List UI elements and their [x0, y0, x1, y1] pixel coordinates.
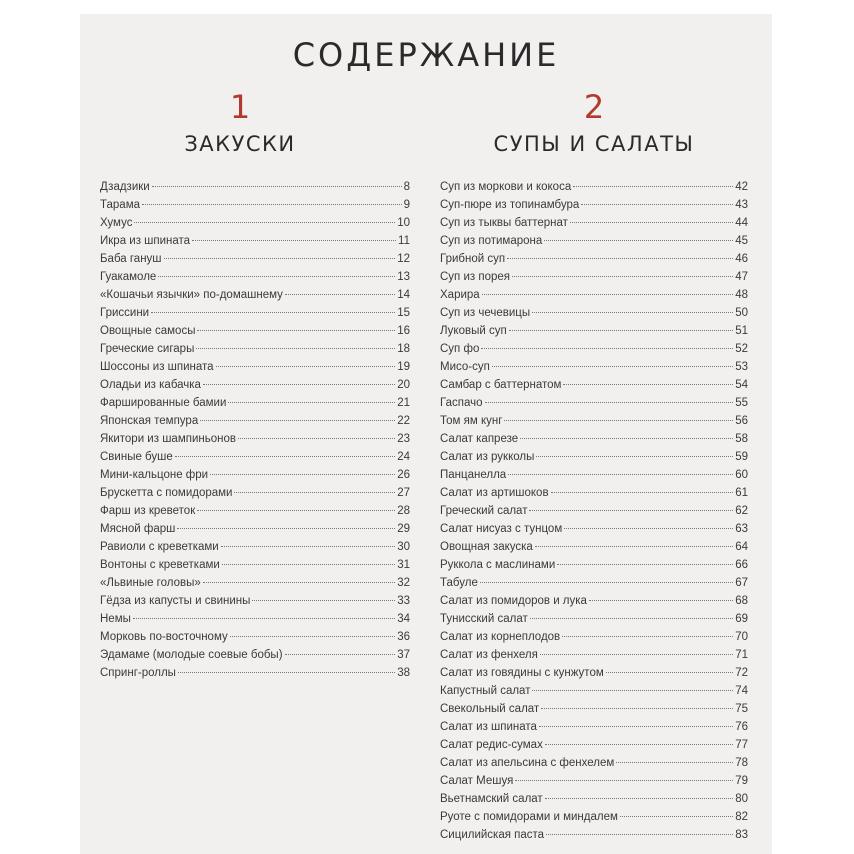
toc-entry-name: Суп из порея: [440, 271, 511, 283]
dot-leader: [507, 258, 733, 259]
toc-entry-name: Оладьи из кабачка: [100, 379, 201, 391]
toc-entry-name: «Львиные головы»: [100, 577, 201, 589]
dot-leader: [573, 186, 733, 187]
toc-entry: [440, 502, 748, 520]
toc-entry: [440, 808, 748, 826]
toc-entry-page: 9: [403, 199, 410, 211]
dot-leader: [546, 834, 733, 835]
toc-entry-name: Тарама: [100, 199, 140, 211]
dot-leader: [151, 312, 395, 313]
toc-entry-name: Табуле: [440, 577, 478, 589]
toc-entry-page: 56: [735, 415, 748, 427]
toc-entry-page: 32: [397, 577, 410, 589]
toc-entry: [100, 466, 410, 484]
toc-entry-name: Харира: [440, 289, 480, 301]
dot-leader: [504, 420, 733, 421]
toc-entry-page: 22: [397, 415, 410, 427]
toc-entry-name: Салат редис-сумах: [440, 739, 543, 751]
dot-leader: [200, 420, 395, 421]
toc-entry: [440, 520, 748, 538]
toc-entry-page: 74: [735, 685, 748, 697]
toc-entry-name: Дзадзики: [100, 181, 150, 193]
toc-entry-page: 11: [398, 235, 410, 247]
dot-leader: [541, 708, 733, 709]
toc-entry-name: Хумус: [100, 217, 133, 229]
toc-entry-name: Тунисский салат: [440, 613, 528, 625]
toc-entry-page: 12: [397, 253, 410, 265]
toc-entry: [100, 178, 410, 196]
toc-entry-page: 64: [735, 541, 748, 553]
toc-entry: [100, 556, 410, 574]
dot-leader: [178, 672, 395, 673]
toc-entry-name: Вьетнамский салат: [440, 793, 543, 805]
toc-entry: [440, 322, 748, 340]
toc-entry: [440, 304, 748, 322]
toc-entry-name: Фарш из креветок: [100, 505, 196, 517]
toc-entry-page: 24: [397, 451, 410, 463]
toc-entry-page: 80: [735, 793, 748, 805]
toc-entry-name: Эдамаме (молодые соевые бобы): [100, 649, 283, 661]
toc-entry-page: 23: [397, 433, 410, 445]
toc-entry: [440, 754, 748, 772]
toc-entry-name: Самбар с баттернатом: [440, 379, 562, 391]
toc-entry-name: Том ям кунг: [440, 415, 503, 427]
toc-entry: [440, 430, 748, 448]
toc-entry: [440, 826, 748, 844]
toc-entry-name: Морковь по-восточному: [100, 631, 228, 643]
toc-entry-page: 26: [397, 469, 410, 481]
toc-entry-page: 45: [735, 235, 748, 247]
dot-leader: [238, 438, 395, 439]
dot-leader: [164, 258, 396, 259]
toc-entry: [440, 178, 748, 196]
toc-entry: [440, 574, 748, 592]
dot-leader: [557, 564, 733, 565]
toc-entry-page: 46: [735, 253, 748, 265]
toc-entry-page: 30: [397, 541, 410, 553]
toc-entry: [100, 502, 410, 520]
toc-entry-name: Шоссоны из шпината: [100, 361, 214, 373]
dot-leader: [551, 492, 734, 493]
toc-entry-page: 51: [735, 325, 748, 337]
dot-leader: [616, 762, 733, 763]
book-page: [80, 14, 772, 854]
dot-leader: [175, 456, 395, 457]
toc-entry-name: Мисо-суп: [440, 361, 490, 373]
toc-entry-name: Гуакамоле: [100, 271, 157, 283]
dot-leader: [210, 474, 395, 475]
page-title: СОДЕРЖАНИЕ: [292, 36, 560, 74]
toc-entry-name: Мясной фарш: [100, 523, 176, 535]
dot-leader: [228, 402, 395, 403]
dot-leader: [581, 204, 733, 205]
dot-leader: [535, 546, 733, 547]
toc-entry: [440, 376, 748, 394]
toc-entry-page: 68: [735, 595, 748, 607]
toc-entry: [440, 682, 748, 700]
toc-entry: [440, 394, 748, 412]
toc-entry-page: 15: [397, 307, 410, 319]
toc-list: [440, 178, 748, 844]
toc-entry-page: 20: [397, 379, 410, 391]
toc-entry: [440, 484, 748, 502]
toc-entry: [440, 466, 748, 484]
toc-entry-page: 8: [403, 181, 410, 193]
toc-entry-page: 21: [397, 397, 410, 409]
toc-entry: [440, 268, 748, 286]
toc-entry-name: Салат из корнеплодов: [440, 631, 561, 643]
toc-entry-name: Вонтоны с креветками: [100, 559, 220, 571]
toc-entry-name: Салат из говядины с кунжутом: [440, 667, 604, 679]
toc-entry-name: Салат капрезе: [440, 433, 519, 445]
toc-entry-name: Овощные самосы: [100, 325, 196, 337]
toc-entry: [100, 250, 410, 268]
toc-entry-page: 59: [735, 451, 748, 463]
toc-entry-name: Спринг-роллы: [100, 667, 176, 679]
toc-entry-name: Свекольный салат: [440, 703, 540, 715]
toc-entry: [440, 646, 748, 664]
toc-entry: [440, 790, 748, 808]
toc-entry-name: Греческий салат: [440, 505, 528, 517]
dot-leader: [158, 276, 395, 277]
toc-entry: [440, 772, 748, 790]
dot-leader: [152, 186, 402, 187]
toc-entry-name: Грибной суп: [440, 253, 506, 265]
toc-entry-page: 10: [397, 217, 410, 229]
toc-entry-name: Фаршированные бамии: [100, 397, 227, 409]
dot-leader: [197, 510, 395, 511]
toc-entry-name: Баба гануш: [100, 253, 162, 265]
toc-entry-page: 75: [735, 703, 748, 715]
toc-entry: [100, 610, 410, 628]
dot-leader: [530, 618, 733, 619]
dot-leader: [545, 744, 733, 745]
toc-entry: [100, 592, 410, 610]
toc-entry: [100, 394, 410, 412]
dot-leader: [285, 294, 395, 295]
toc-entry-page: 76: [735, 721, 748, 733]
toc-entry: [440, 610, 748, 628]
toc-entry: [440, 592, 748, 610]
section-number: 1: [229, 88, 251, 126]
toc-entry: [100, 628, 410, 646]
dot-leader: [606, 672, 733, 673]
toc-entry-page: 77: [735, 739, 748, 751]
toc-entry: [440, 628, 748, 646]
toc-entry-page: 71: [735, 649, 748, 661]
toc-entry: [100, 304, 410, 322]
toc-entry: [440, 250, 748, 268]
toc-entry-page: 42: [735, 181, 748, 193]
section-title: СУПЫ И САЛАТЫ: [493, 132, 695, 156]
toc-entry: [100, 322, 410, 340]
toc-entry: [440, 196, 748, 214]
dot-leader: [203, 384, 395, 385]
toc-entry-page: 34: [397, 613, 410, 625]
section-number: 2: [583, 88, 605, 126]
toc-entry-name: Салат из помидоров и лука: [440, 595, 587, 607]
toc-entry-name: Салат из фенхеля: [440, 649, 538, 661]
toc-entry-page: 38: [397, 667, 410, 679]
toc-entry-page: 13: [397, 271, 410, 283]
toc-entry-page: 29: [397, 523, 410, 535]
toc-entry: [440, 538, 748, 556]
dot-leader: [529, 510, 733, 511]
toc-entry: [100, 448, 410, 466]
toc-entry-name: Японская темпура: [100, 415, 199, 427]
section-title: ЗАКУСКИ: [184, 132, 296, 156]
toc-entry: [100, 574, 410, 592]
toc-entry-name: Овощная закуска: [440, 541, 533, 553]
toc-entry-page: 27: [397, 487, 410, 499]
dot-leader: [532, 312, 733, 313]
toc-entry: [440, 286, 748, 304]
toc-entry-name: Якитори из шампиньонов: [100, 433, 236, 445]
dot-leader: [509, 330, 733, 331]
toc-entry: [440, 664, 748, 682]
dot-leader: [216, 366, 396, 367]
dot-leader: [482, 294, 734, 295]
toc-entry-page: 16: [397, 325, 410, 337]
toc-entry-page: 60: [735, 469, 748, 481]
dot-leader: [536, 456, 733, 457]
toc-entry: [440, 556, 748, 574]
toc-entry: [100, 538, 410, 556]
toc-entry: [100, 358, 410, 376]
toc-entry-page: 61: [735, 487, 748, 499]
dot-leader: [544, 240, 733, 241]
toc-entry-name: Гёдза из капусты и свинины: [100, 595, 251, 607]
toc-entry: [100, 286, 410, 304]
dot-leader: [481, 348, 733, 349]
toc-entry-name: Гриссини: [100, 307, 150, 319]
dot-leader: [545, 798, 734, 799]
dot-leader: [562, 636, 733, 637]
dot-leader: [589, 600, 733, 601]
toc-entry-name: Панцанелла: [440, 469, 507, 481]
toc-entry-name: Руккола с маслинами: [440, 559, 556, 571]
toc-entry: [100, 214, 410, 232]
toc-entry-name: Равиоли с креветками: [100, 541, 219, 553]
toc-entry-page: 33: [397, 595, 410, 607]
toc-entry: [100, 376, 410, 394]
toc-entry-name: Луковый суп: [440, 325, 507, 337]
toc-entry-page: 78: [735, 757, 748, 769]
toc-entry-name: Капустный салат: [440, 685, 531, 697]
toc-entry-page: 83: [735, 829, 748, 841]
toc-entry-page: 18: [397, 343, 410, 355]
dot-leader: [492, 366, 733, 367]
dot-leader: [620, 816, 733, 817]
dot-leader: [196, 348, 395, 349]
toc-entry-name: Салат из шпината: [440, 721, 537, 733]
toc-entry-name: Немы: [100, 613, 131, 625]
dot-leader: [564, 528, 733, 529]
dot-leader: [142, 204, 402, 205]
dot-leader: [480, 582, 733, 583]
toc-entry-page: 52: [735, 343, 748, 355]
toc-entry: [100, 646, 410, 664]
toc-entry-name: Суп из чечевицы: [440, 307, 531, 319]
toc-entry: [100, 268, 410, 286]
dot-leader: [563, 384, 733, 385]
toc-entry: [100, 430, 410, 448]
toc-entry-page: 67: [735, 577, 748, 589]
toc-entry-page: 58: [735, 433, 748, 445]
dot-leader: [133, 618, 395, 619]
toc-entry-page: 70: [735, 631, 748, 643]
dot-leader: [285, 654, 396, 655]
toc-entry-name: Салат из артишоков: [440, 487, 549, 499]
toc-entry-page: 36: [397, 631, 410, 643]
toc-entry-page: 79: [735, 775, 748, 787]
toc-entry: [440, 448, 748, 466]
dot-leader: [221, 546, 395, 547]
dot-leader: [192, 240, 396, 241]
toc-entry-page: 50: [735, 307, 748, 319]
toc-entry-page: 19: [397, 361, 410, 373]
toc-entry: [100, 520, 410, 538]
toc-entry-page: 14: [397, 289, 410, 301]
toc-entry-page: 72: [735, 667, 748, 679]
toc-entry-page: 66: [735, 559, 748, 571]
toc-entry-name: Суп из моркови и кокоса: [440, 181, 572, 193]
dot-leader: [532, 690, 733, 691]
toc-entry-page: 54: [735, 379, 748, 391]
toc-entry: [100, 232, 410, 250]
dot-leader: [203, 582, 395, 583]
toc-entry: [440, 412, 748, 430]
toc-entry-name: Свиные буше: [100, 451, 173, 463]
toc-entry-name: Греческие сигары: [100, 343, 195, 355]
toc-entry-page: 28: [397, 505, 410, 517]
toc-entry-page: 44: [735, 217, 748, 229]
dot-leader: [512, 276, 733, 277]
toc-entry: [100, 340, 410, 358]
toc-entry: [100, 196, 410, 214]
toc-entry-name: Мини-кальцоне фри: [100, 469, 209, 481]
toc-entry-name: Брускетта с помидорами: [100, 487, 233, 499]
dot-leader: [539, 726, 733, 727]
toc-entry-page: 37: [397, 649, 410, 661]
dot-leader: [570, 222, 733, 223]
toc-entry-page: 69: [735, 613, 748, 625]
toc-entry-name: Салат из рукколы: [440, 451, 535, 463]
dot-leader: [230, 636, 395, 637]
toc-entry-page: 55: [735, 397, 748, 409]
toc-entry: [100, 484, 410, 502]
toc-entry-name: Суп-пюре из топинамбура: [440, 199, 580, 211]
toc-entry: [440, 736, 748, 754]
toc-entry-name: Руоте с помидорами и миндалем: [440, 811, 618, 823]
toc-entry-name: Салат Мешуя: [440, 775, 514, 787]
dot-leader: [540, 654, 733, 655]
toc-entry-page: 62: [735, 505, 748, 517]
toc-list: [100, 178, 410, 682]
toc-entry: [440, 700, 748, 718]
toc-entry-page: 48: [735, 289, 748, 301]
toc-entry: [440, 358, 748, 376]
toc-entry: [440, 340, 748, 358]
toc-entry-name: Суп фо: [440, 343, 480, 355]
dot-leader: [508, 474, 733, 475]
dot-leader: [252, 600, 395, 601]
toc-entry-name: Сицилийская паста: [440, 829, 545, 841]
toc-entry-page: 82: [735, 811, 748, 823]
toc-entry-name: Суп из тыквы баттернат: [440, 217, 568, 229]
dot-leader: [520, 438, 733, 439]
dot-leader: [485, 402, 734, 403]
toc-entry: [100, 412, 410, 430]
toc-entry: [440, 718, 748, 736]
toc-entry-page: 43: [735, 199, 748, 211]
dot-leader: [222, 564, 395, 565]
dot-leader: [177, 528, 395, 529]
dot-leader: [134, 222, 395, 223]
dot-leader: [515, 780, 733, 781]
toc-entry-name: Салат из апельсина с фенхелем: [440, 757, 615, 769]
toc-entry-page: 47: [735, 271, 748, 283]
toc-entry-name: «Кошачьи язычки» по-домашнему: [100, 289, 283, 301]
dot-leader: [234, 492, 395, 493]
toc-entry-name: Икра из шпината: [100, 235, 191, 247]
toc-entry-page: 31: [397, 559, 410, 571]
toc-entry-name: Салат нисуаз с тунцом: [440, 523, 563, 535]
toc-entry-name: Гаспачо: [440, 397, 483, 409]
toc-entry: [440, 232, 748, 250]
toc-entry-name: Суп из потимарона: [440, 235, 543, 247]
dot-leader: [197, 330, 395, 331]
toc-entry: [440, 214, 748, 232]
toc-entry-page: 63: [735, 523, 748, 535]
toc-entry: [100, 664, 410, 682]
toc-entry-page: 53: [735, 361, 748, 373]
